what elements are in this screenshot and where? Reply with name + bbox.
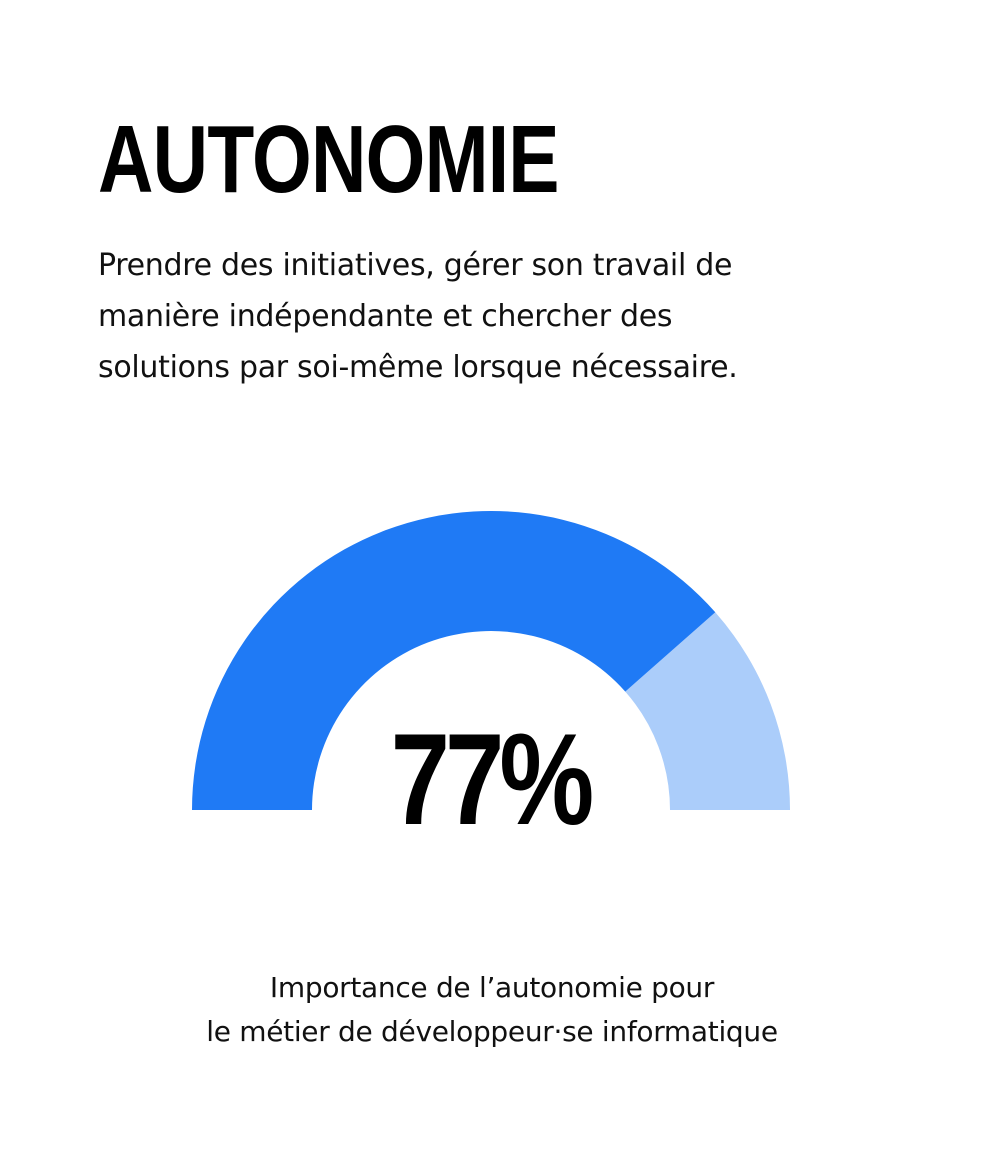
gauge-chart bbox=[0, 480, 984, 860]
caption-line: le métier de développeur·se informatique bbox=[206, 1015, 778, 1048]
description-line: manière indépendante et chercher des bbox=[98, 299, 673, 334]
description-line: Prendre des initiatives, gérer son travail de bbox=[98, 248, 733, 283]
page-title: AUTONOMIE bbox=[98, 106, 559, 213]
description-line: solutions par soi-même lorsque nécessaire. bbox=[98, 350, 738, 385]
caption-line: Importance de l’autonomie pour bbox=[269, 971, 715, 1004]
caption bbox=[0, 966, 984, 1054]
gauge-value-label: 77% bbox=[390, 706, 590, 853]
description bbox=[98, 240, 898, 393]
